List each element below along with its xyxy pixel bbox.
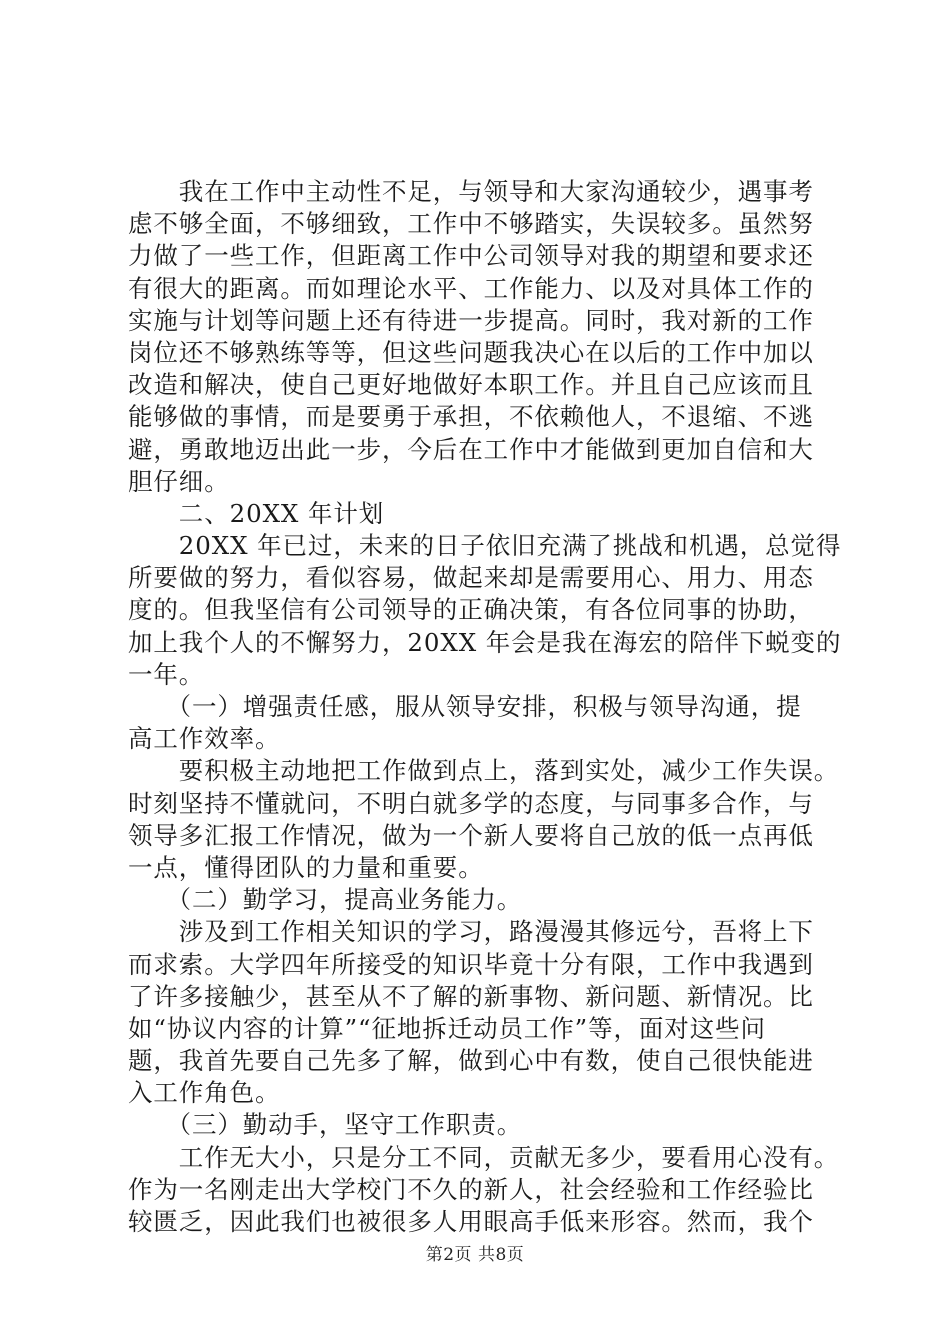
- text-line: 时刻坚持不懂就问，不明白就多学的态度，与同事多合作，与: [128, 788, 814, 818]
- text-line: 一点，懂得团队的力量和重要。: [128, 852, 484, 882]
- subsection-heading: （三）勤动手，坚守工作职责。: [128, 1110, 523, 1140]
- subsection-heading: 高工作效率。: [128, 724, 281, 754]
- text-line: 入工作角色。: [128, 1078, 281, 1108]
- text-line: 加上我个人的不懈努力，20XX 年会是我在海宏的陪伴下蜕变的: [128, 627, 842, 657]
- text-line: 如“协议内容的计算”“征地拆迁动员工作”等，面对这些问: [128, 1013, 766, 1043]
- text-line: 较匮乏，因此我们也被很多人用眼高手低来形容。然而，我个: [128, 1207, 814, 1236]
- text-line: 岗位还不够熟练等等，但这些问题我决心在以后的工作中加以: [128, 337, 814, 367]
- text-line: 能够做的事情，而是要勇于承担，不依赖他人，不退缩、不逃: [128, 402, 814, 432]
- text-line: 涉及到工作相关知识的学习，路漫漫其修远兮，吾将上下: [128, 917, 814, 947]
- text-line: 了许多接触少，甚至从不了解的新事物、新问题、新情况。比: [128, 981, 814, 1011]
- subsection-heading: （一）增强责任感，服从领导安排，积极与领导沟通，提: [128, 692, 802, 721]
- text-line: 题，我首先要自己先多了解，做到心中有数，使自己很快能进: [128, 1046, 814, 1076]
- text-line: 所要做的努力，看似容易，做起来却是需要用心、用力、用态: [128, 563, 814, 593]
- body-text: [128, 176, 842, 1238]
- text-line: 避，勇敢地迈出此一步，今后在工作中才能做到更加自信和大: [128, 434, 814, 464]
- text-line: 一年。: [128, 659, 205, 689]
- text-line: 度的。但我坚信有公司领导的正确决策，有各位同事的协助，: [128, 595, 814, 625]
- text-line: 20XX 年已过，未来的日子依旧充满了挑战和机遇，总觉得: [128, 531, 842, 561]
- text-line: 要积极主动地把工作做到点上，落到实处，减少工作失误。: [128, 756, 840, 786]
- text-line: 改造和解决，使自己更好地做好本职工作。并且自己应该而且: [128, 370, 814, 400]
- section-heading: 二、20XX 年计划: [128, 498, 385, 528]
- text-line: 有很大的距离。而如理论水平、工作能力、以及对具体工作的: [128, 273, 814, 303]
- text-line: 实施与计划等问题上还有待进一步提高。同时，我对新的工作: [128, 305, 814, 335]
- text-line: 胆仔细。: [128, 466, 230, 496]
- text-line: 力做了一些工作，但距离工作中公司领导对我的期望和要求还: [128, 241, 814, 271]
- text-line: 领导多汇报工作情况，做为一个新人要将自己放的低一点再低: [128, 820, 814, 850]
- text-line: 作为一名刚走出大学校门不久的新人，社会经验和工作经验比: [128, 1174, 814, 1204]
- page-number-footer: 第2页 共8页: [425, 1245, 525, 1265]
- text-line: 我在工作中主动性不足，与领导和大家沟通较少，遇事考: [128, 177, 814, 206]
- text-line: 工作无大小，只是分工不同，贡献无多少，要看用心没有。: [128, 1142, 840, 1172]
- text-line: 而求索。大学四年所接受的知识毕竟十分有限，工作中我遇到: [128, 949, 814, 979]
- text-line: 虑不够全面，不够细致，工作中不够踏实，失误较多。虽然努: [128, 209, 814, 239]
- subsection-heading: （二）勤学习，提高业务能力。: [128, 885, 523, 915]
